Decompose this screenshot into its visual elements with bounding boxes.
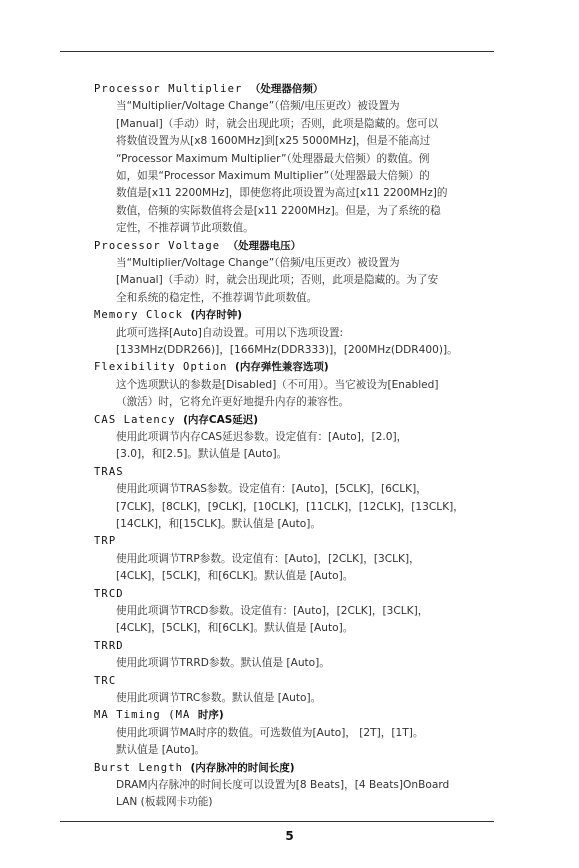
setting-term-name: TRAS — [94, 465, 124, 478]
setting-description — [116, 655, 499, 672]
description-line: （激活）时，它将允许更好地提升内存的兼容性。 — [116, 396, 350, 409]
setting-description — [116, 377, 499, 412]
description-line: [3.0]，和[2.5]。默认值是 [Auto]。 — [116, 448, 288, 461]
description-line: 此项可选择[Auto]自动设置。可用以下选项设置: — [116, 326, 344, 339]
header-rule — [60, 51, 494, 52]
setting-description — [116, 325, 499, 360]
setting-term — [94, 533, 499, 550]
setting-description — [116, 255, 499, 307]
setting-term — [94, 238, 499, 255]
document-body — [94, 81, 499, 812]
setting-description — [116, 725, 499, 760]
setting-entry — [94, 673, 499, 708]
description-line: 当“Multiplier/Voltage Change”（倍频/电压更改）被设置为 — [116, 257, 400, 270]
setting-term — [94, 760, 499, 777]
setting-term-name: Memory Clock — [94, 309, 184, 322]
description-line: DRAM内存脉冲的时间长度可以设置为[8 Beats]，[4 Beats]OnBoard — [116, 779, 450, 792]
setting-term-name: CAS Latency — [94, 413, 176, 426]
setting-term-chinese: (内存脉冲的时间长度) — [190, 761, 295, 774]
setting-term-chinese: （处理器倍频） — [249, 83, 324, 95]
setting-entry — [94, 81, 499, 238]
description-line: LAN (板载网卡功能) — [116, 796, 213, 809]
setting-description — [116, 603, 499, 638]
description-line: 定性，不推荐调节此项数值。 — [116, 222, 254, 235]
setting-term — [94, 707, 499, 724]
description-line: 将数值设置为从[x8 1600MHz]到[x25 5000MHz]，但是不能高过 — [116, 135, 431, 148]
setting-term-name: MA Timing (MA — [94, 709, 191, 722]
setting-description — [116, 98, 499, 237]
setting-term-chinese: (内存弹性兼容选项) — [235, 361, 329, 374]
setting-term — [94, 307, 499, 324]
setting-term-chinese: (内存时钟) — [190, 309, 243, 322]
description-line: 使用此项调节MA时序的数值。可选数值为[Auto]， [2T]，[1T]。 — [116, 726, 424, 739]
setting-term-name: Flexibility Option — [94, 361, 228, 374]
setting-term-chinese: （处理器电压） — [227, 239, 302, 252]
setting-term-name: Processor Voltage — [94, 239, 221, 252]
setting-term-name: TRP — [94, 535, 117, 548]
description-line: 全和系统的稳定性，不推荐调节此项数值。 — [116, 291, 318, 304]
description-line: [133MHz(DDR266)]，[166MHz(DDR333)]，[200MHz(DDR400)]。 — [116, 344, 458, 357]
setting-term — [94, 673, 499, 690]
setting-entry — [94, 412, 499, 464]
description-line: 如，如果“Processor Maximum Multiplier”（处理器最大倍频）的 — [116, 170, 430, 183]
setting-entry — [94, 707, 499, 759]
description-line: 使用此项调节TRRD参数。默认值是 [Auto]。 — [116, 657, 330, 670]
description-line: 这个选项默认的参数是[Disabled]（不可用）。当它被设为[Enabled] — [116, 378, 439, 391]
description-line: [14CLK]，和[15CLK]。默认值是 [Auto]。 — [116, 518, 321, 531]
setting-description — [116, 429, 499, 464]
setting-term-name: TRC — [94, 674, 117, 687]
description-line: 使用此项调节TRC参数。默认值是 [Auto]。 — [116, 692, 322, 705]
page-number: 5 — [285, 829, 294, 843]
description-line: [Manual]（手动）时，就会出现此项；否则，此项是隐藏的。您可以 — [116, 117, 439, 130]
setting-description — [116, 481, 499, 533]
setting-term — [94, 412, 499, 429]
setting-entry — [94, 638, 499, 673]
setting-entry — [94, 307, 499, 359]
description-line: [4CLK]，[5CLK]，和[6CLK]。默认值是 [Auto]。 — [116, 622, 354, 635]
description-line: “Processor Maximum Multiplier”（处理器最大倍频）的数值。例 — [116, 152, 430, 165]
description-line: 使用此项调节TRCD参数。设定值有：[Auto]，[2CLK]，[3CLK]， — [116, 605, 429, 618]
setting-entry — [94, 238, 499, 308]
setting-entry — [94, 359, 499, 411]
setting-entry — [94, 533, 499, 585]
setting-term-name: Burst Length — [94, 761, 184, 774]
description-line: 使用此项调节内存CAS延迟参数。设定值有：[Auto]，[2.0]， — [116, 431, 408, 444]
setting-term — [94, 586, 499, 603]
description-line: [7CLK]，[8CLK]，[9CLK]，[10CLK]，[11CLK]，[12CLK]，[13CLK]， — [116, 500, 464, 513]
setting-term-chinese: 时序) — [197, 709, 224, 722]
description-line: [Manual]（手动）时，就会出现此项；否则，此项是隐藏的。为了安 — [116, 274, 439, 287]
setting-entry — [94, 760, 499, 812]
setting-term — [94, 81, 499, 98]
footer-rule — [60, 821, 494, 822]
description-line: 数值是[x11 2200MHz]，即使您将此项设置为高过[x11 2200MHz]的 — [116, 187, 448, 200]
description-line: 使用此项调节TRAS参数。设定值有：[Auto]，[5CLK]，[6CLK]， — [116, 483, 427, 496]
setting-description — [116, 777, 499, 812]
setting-entry — [94, 586, 499, 638]
setting-term-name: TRCD — [94, 587, 124, 600]
description-line: 数值，倍频的实际数值将会是[x11 2200MHz]。但是，为了系统的稳 — [116, 204, 441, 217]
setting-entry — [94, 464, 499, 534]
description-line: 使用此项调节TRP参数。设定值有：[Auto]，[2CLK]，[3CLK]， — [116, 552, 420, 565]
setting-term — [94, 359, 499, 376]
description-line: 当“Multiplier/Voltage Change”（倍频/电压更改）被设置为 — [116, 100, 400, 113]
setting-description — [116, 690, 499, 707]
setting-term — [94, 464, 499, 481]
setting-term-chinese: (内存CAS延迟) — [183, 413, 259, 426]
setting-description — [116, 551, 499, 586]
description-line: 默认值是 [Auto]。 — [116, 744, 206, 757]
setting-term-name: TRRD — [94, 639, 124, 652]
setting-term — [94, 638, 499, 655]
setting-term-name: Processor Multiplier — [94, 83, 243, 95]
description-line: [4CLK]，[5CLK]，和[6CLK]。默认值是 [Auto]。 — [116, 570, 354, 583]
